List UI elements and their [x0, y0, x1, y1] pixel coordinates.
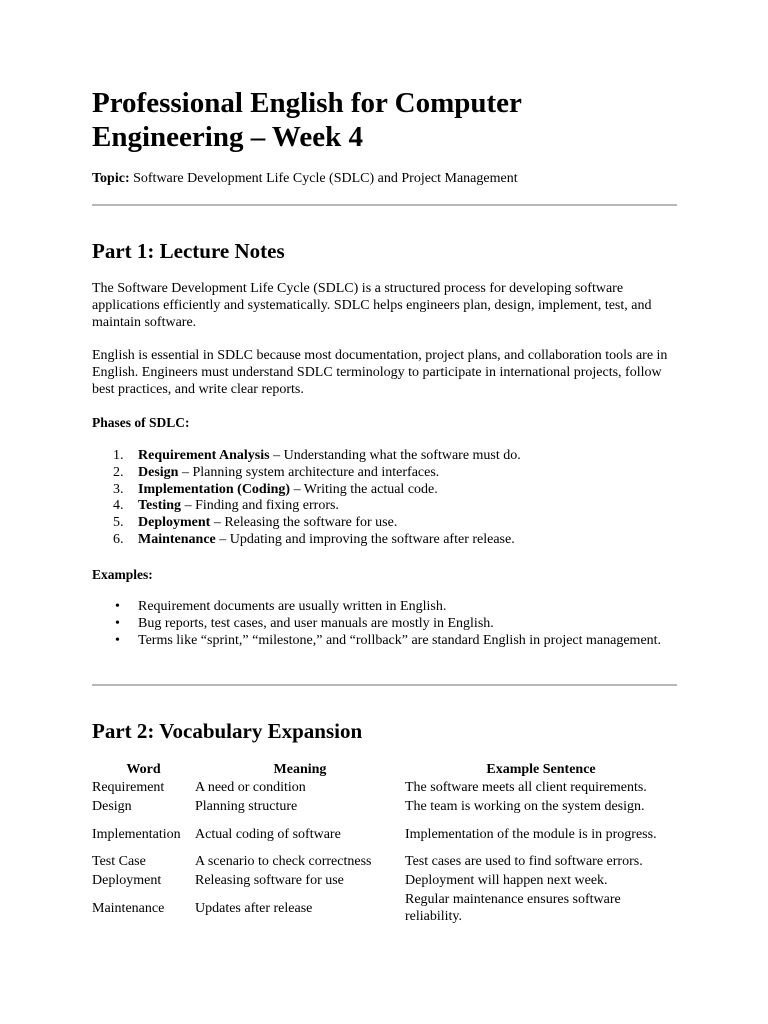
part2-heading: Part 2: Vocabulary Expansion	[92, 719, 363, 743]
cell-meaning: Planning structure	[195, 799, 298, 814]
table-row	[92, 871, 677, 890]
cell-meaning: Actual coding of software	[195, 826, 341, 842]
lecture-paragraph-2: English is essential in SDLC because most documentation, project plans, and collaboration tools are in English. Engineers must understand SDLC terminology to participate in international projects, follow best practices, and write clear reports.	[92, 348, 668, 397]
examples-heading: Examples:	[92, 567, 153, 582]
table-row	[92, 816, 677, 852]
example-item	[92, 633, 677, 650]
bullet-icon: •	[115, 599, 120, 614]
phase-term: Design	[138, 464, 179, 480]
phase-number: 4.	[113, 498, 124, 514]
example-text: Bug reports, test cases, and user manuals are mostly in English.	[138, 615, 494, 631]
phase-number: 5.	[113, 515, 124, 531]
example-text: Terms like “sprint,” “milestone,” and “rollback” are standard English in project management.	[138, 632, 662, 648]
phase-item	[92, 532, 677, 549]
cell-meaning: A scenario to check correctness	[195, 854, 372, 869]
cell-example: Test cases are used to find software errors.	[405, 854, 643, 869]
examples-list	[92, 599, 677, 649]
phase-term: Maintenance	[138, 531, 216, 547]
phases-heading: Phases of SDLC:	[92, 415, 190, 430]
phase-description: – Updating and improving the software after release.	[215, 531, 515, 547]
cell-example: Regular maintenance ensures software reliability.	[405, 892, 621, 924]
cell-meaning: Updates after release	[195, 900, 313, 916]
phase-description: – Releasing the software for use.	[210, 515, 398, 531]
phase-term: Deployment	[138, 515, 211, 531]
table-row	[92, 778, 677, 797]
part1-heading: Part 1: Lecture Notes	[92, 239, 285, 263]
cell-word: Design	[92, 799, 132, 814]
phase-term: Implementation (Coding)	[138, 481, 291, 497]
cell-word: Requirement	[92, 780, 165, 795]
table-row	[92, 852, 677, 871]
phase-description: – Finding and fixing errors.	[181, 498, 339, 514]
cell-example: The software meets all client requirements.	[405, 780, 647, 795]
phase-item	[92, 448, 677, 465]
phase-number: 3.	[113, 481, 124, 497]
phase-number: 2.	[113, 464, 124, 480]
column-header-word: Word	[126, 762, 161, 777]
section-divider	[92, 204, 677, 206]
vocabulary-table	[92, 761, 677, 926]
topic-label: Topic:	[92, 171, 130, 186]
lecture-paragraph-1: The Software Development Life Cycle (SDLC) is a structured process for developing software applications efficiently and systematically. SDLC helps engineers plan, design, implement, test, and maintain software.	[92, 281, 652, 330]
phase-term: Testing	[138, 498, 182, 514]
table-header-row	[92, 761, 677, 778]
cell-example: Deployment will happen next week.	[405, 873, 608, 888]
example-item	[92, 599, 677, 616]
phase-number: 1.	[113, 448, 124, 463]
phase-number: 6.	[113, 531, 124, 547]
phase-item	[92, 465, 677, 482]
cell-meaning: Releasing software for use	[195, 873, 344, 888]
example-text: Requirement documents are usually written in English.	[138, 599, 447, 614]
cell-example: The team is working on the system design.	[405, 799, 645, 814]
phase-term: Requirement Analysis	[138, 448, 270, 463]
topic-line	[92, 170, 518, 188]
topic-text: Software Development Life Cycle (SDLC) and Project Management	[133, 171, 518, 186]
cell-example: Implementation of the module is in progress.	[405, 826, 657, 842]
phase-item	[92, 515, 677, 532]
cell-word: Maintenance	[92, 900, 165, 916]
phase-description: – Writing the actual code.	[290, 481, 438, 497]
cell-word: Implementation	[92, 826, 181, 842]
column-header-meaning: Meaning	[273, 762, 327, 777]
phase-description: – Understanding what the software must do.	[269, 448, 521, 463]
phase-item	[92, 498, 677, 515]
table-row	[92, 797, 677, 816]
phases-list	[92, 448, 677, 549]
cell-word: Test Case	[92, 854, 146, 869]
cell-word: Deployment	[92, 873, 162, 888]
section-divider	[92, 684, 677, 686]
phase-item	[92, 482, 677, 499]
example-item	[92, 616, 677, 633]
cell-meaning: A need or condition	[195, 780, 306, 795]
phase-description: – Planning system architecture and interfaces.	[178, 464, 440, 480]
table-row	[92, 890, 677, 926]
page-title: Professional English for Computer Engineering – Week 4	[92, 87, 522, 153]
bullet-icon: •	[115, 615, 120, 631]
bullet-icon: •	[115, 632, 120, 648]
column-header-example: Example Sentence	[486, 762, 596, 777]
